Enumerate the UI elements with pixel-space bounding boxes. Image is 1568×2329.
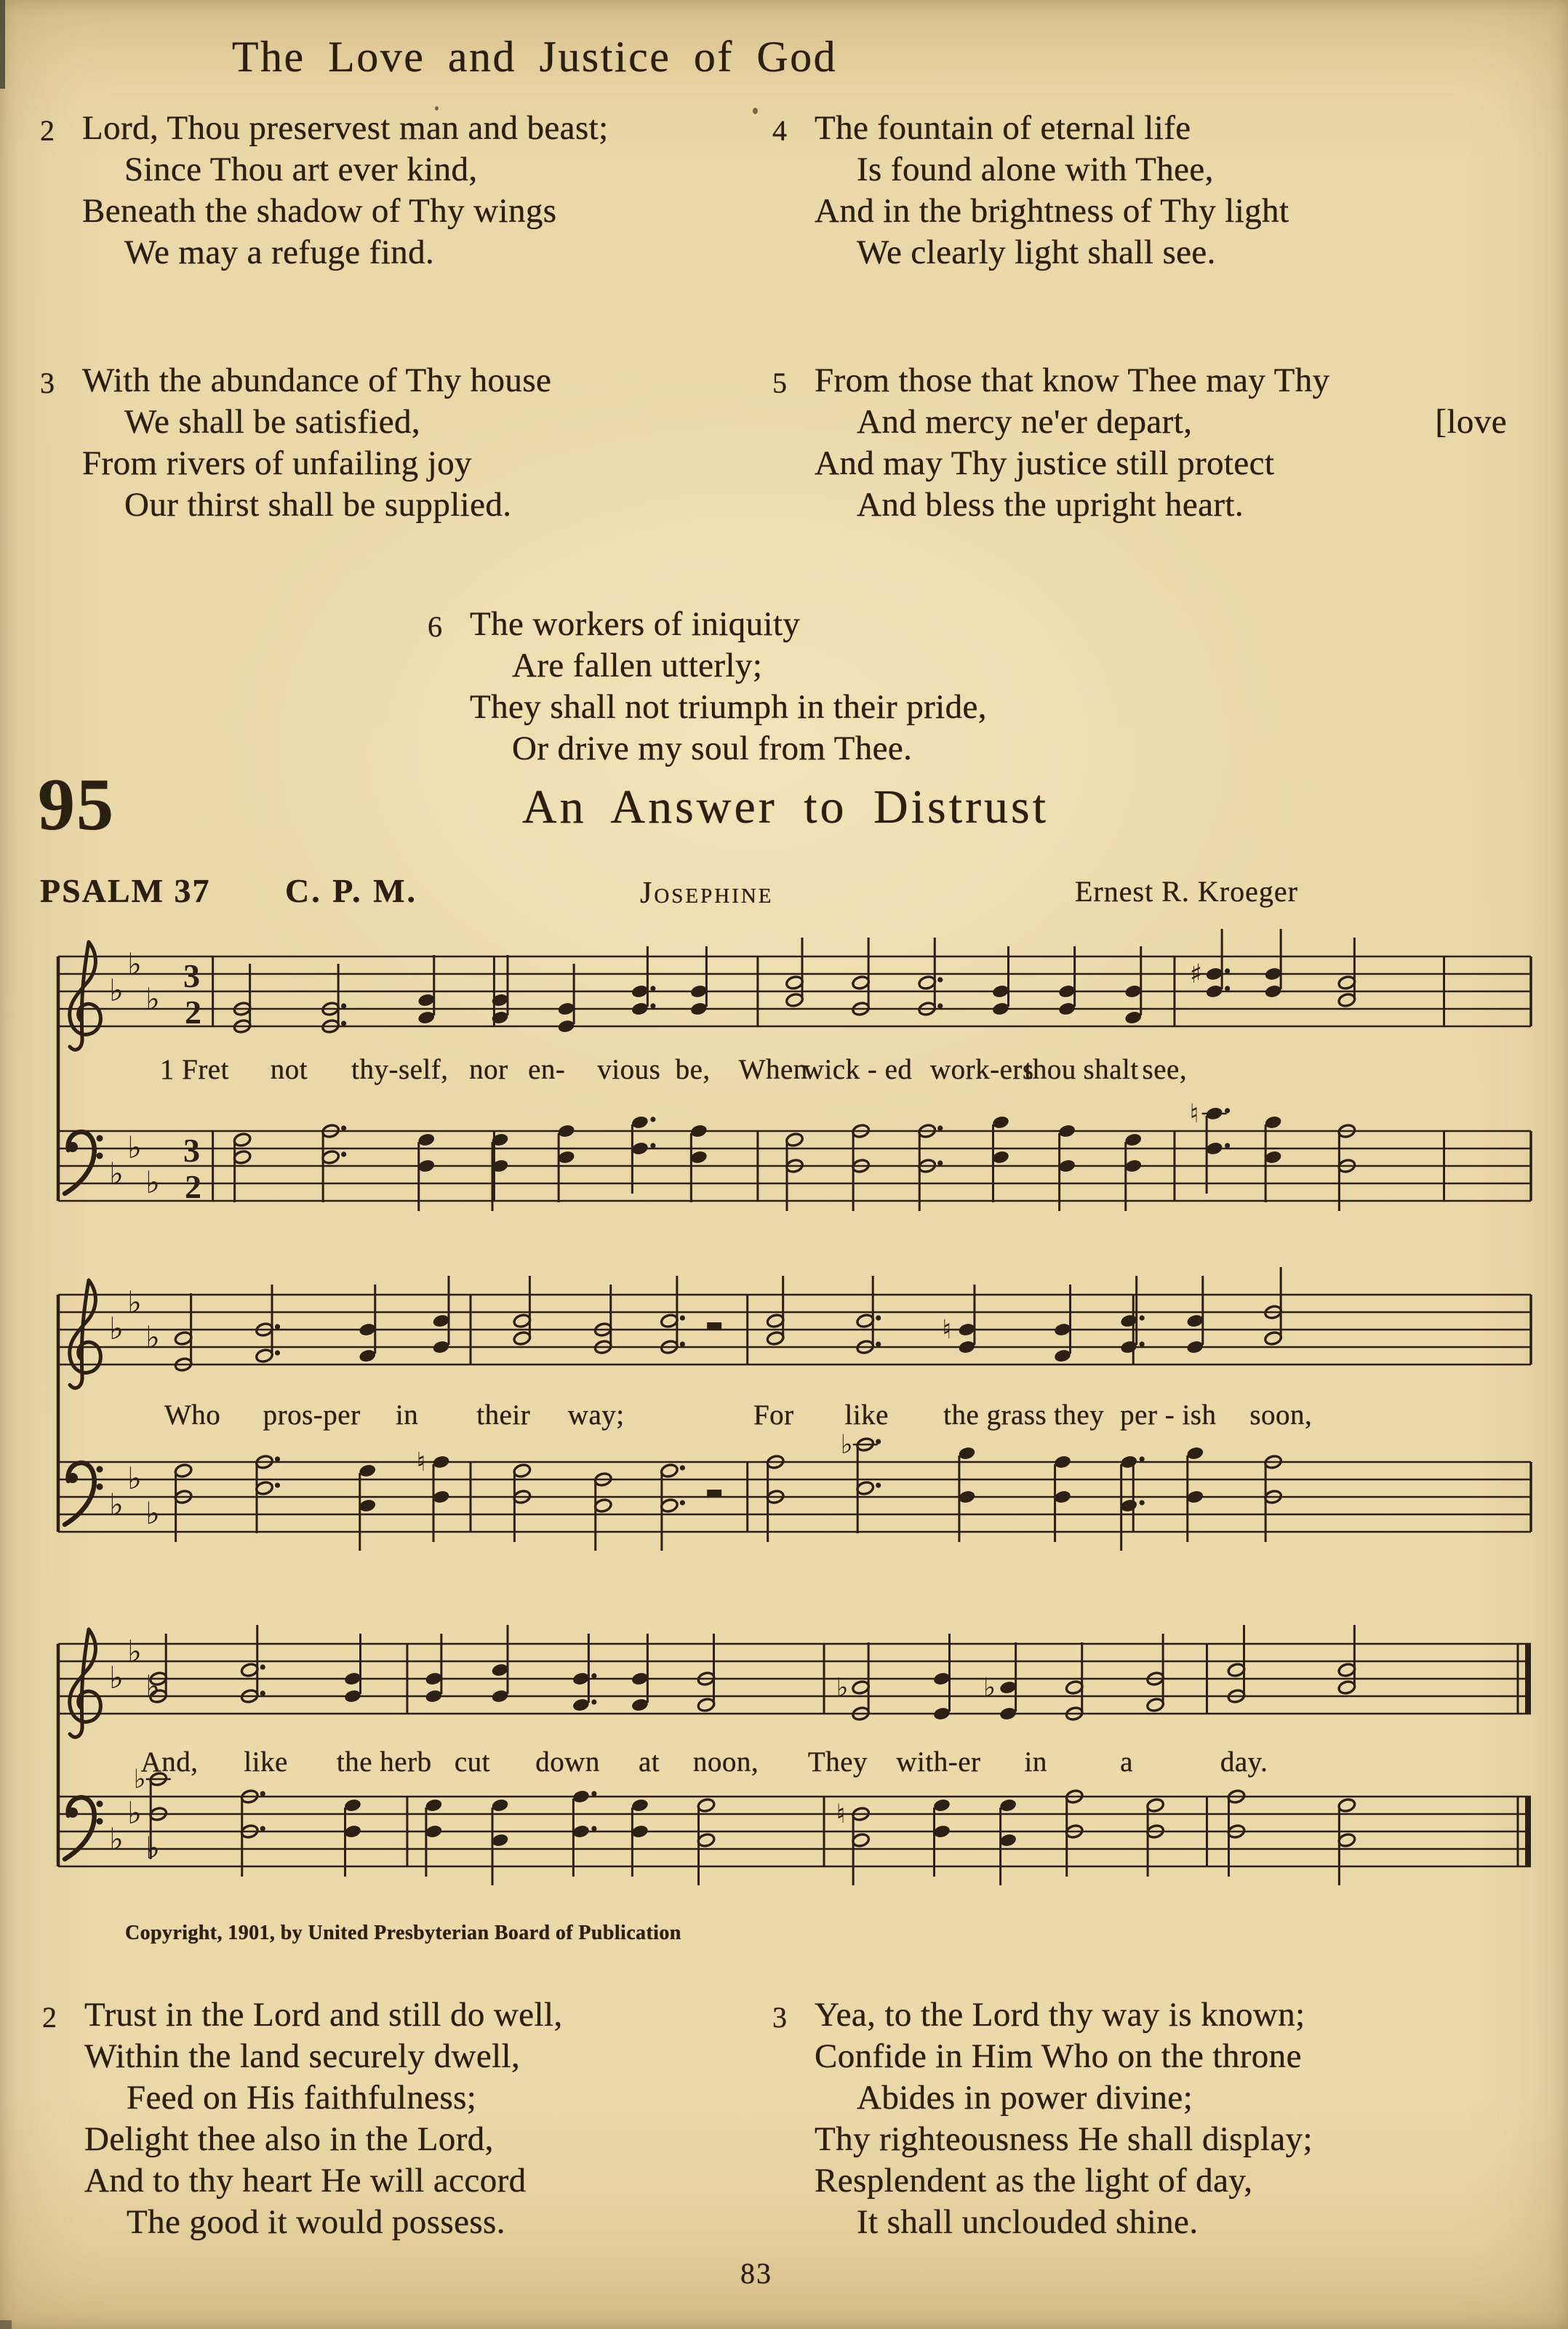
accidental: ♮	[836, 1799, 846, 1829]
accidental: ♮	[942, 1315, 952, 1345]
bottom-verse-column-right	[772, 1994, 1507, 2243]
tune-name: Josephine	[640, 876, 774, 910]
note-head	[241, 1663, 259, 1678]
note-head	[513, 1314, 531, 1329]
note-head	[932, 1706, 951, 1722]
lyric-syllable: soon,	[1249, 1399, 1313, 1431]
flat-sign: ♭	[109, 1311, 124, 1346]
time-signature-bottom: 2	[185, 1168, 201, 1205]
scan-edge-artifact	[0, 0, 5, 89]
verse-line: We shall be satisfied,	[124, 403, 421, 441]
note-head	[174, 1463, 192, 1479]
flat-sign: ♭	[127, 1634, 142, 1669]
note-head	[432, 1340, 450, 1355]
flat-sign: ♭	[127, 1285, 142, 1320]
note-head	[425, 1824, 443, 1839]
verse-line: The fountain of eternal life	[815, 109, 1191, 147]
lyric-syllable: And,	[140, 1746, 199, 1778]
note-head	[1337, 1680, 1356, 1695]
verse-line: Trust in the Lord and still do well,	[84, 1996, 563, 2034]
time-signature-top: 3	[183, 1132, 200, 1169]
note-head	[417, 1159, 436, 1174]
verse-line: Is found alone with Thee,	[857, 151, 1214, 188]
psalm-reference: PSALM 37	[40, 872, 211, 909]
verse-block-3	[40, 360, 738, 526]
half-rest	[707, 1490, 721, 1497]
flat-sign: ♭	[127, 1461, 142, 1496]
verse-block-bottom-3	[772, 1994, 1507, 2243]
note-head	[572, 1671, 590, 1687]
music-system-3	[0, 1607, 1568, 1935]
lyric-syllable: thy-self,	[351, 1054, 449, 1085]
note-head	[689, 1124, 708, 1139]
note-head	[1186, 1340, 1204, 1355]
lyric-line-2	[0, 1399, 1568, 1442]
note-head	[491, 1833, 509, 1848]
verse-line: It shall unclouded shine.	[857, 2203, 1199, 2241]
note-head	[991, 1150, 1009, 1165]
note-head	[432, 1314, 450, 1329]
note-head	[1227, 1663, 1245, 1678]
treble-clef-icon	[70, 1629, 101, 1737]
verse-line: The workers of iniquity	[470, 605, 801, 643]
note-head	[1124, 1010, 1143, 1026]
verse-line: And bless the upright heart.	[857, 486, 1244, 524]
bass-clef-icon	[65, 1797, 103, 1859]
verse-line: With the abundance of Thy house	[82, 361, 552, 399]
note-head	[417, 1132, 436, 1148]
note-head	[918, 975, 936, 991]
lyric-syllable: like	[244, 1746, 288, 1778]
verse-line: We may a refuge find.	[124, 233, 435, 271]
accidental: ♭	[983, 1673, 996, 1703]
page-number: 83	[740, 2257, 772, 2290]
note-head	[557, 1019, 575, 1034]
note-head	[557, 1150, 575, 1165]
note-head	[631, 1798, 649, 1813]
note-head	[233, 1150, 251, 1165]
verse-block-6	[428, 604, 1111, 770]
note-head	[689, 1150, 708, 1165]
flat-sign: ♭	[127, 1795, 142, 1831]
note-head	[359, 1498, 377, 1514]
verse-line	[815, 402, 1507, 443]
verse-line: Lord, Thou preservest man and beast;	[82, 109, 609, 147]
accidental: ♭	[836, 1673, 849, 1703]
lyric-syllable: pros-per	[263, 1399, 361, 1431]
note-head	[432, 1490, 450, 1505]
lyric-syllable: For	[753, 1399, 794, 1431]
note-head	[1186, 1490, 1204, 1505]
lyric-line-3	[0, 1746, 1568, 1789]
lyric-syllable: in	[1024, 1746, 1047, 1778]
note-head	[1053, 1490, 1071, 1505]
note-head	[594, 1498, 612, 1514]
note-head	[689, 984, 708, 999]
note-head	[767, 1314, 785, 1329]
note-head	[991, 984, 1009, 999]
verse-line: Yea, to the Lord thy way is known;	[815, 1996, 1305, 2034]
lyric-syllable: When	[738, 1054, 808, 1085]
verse-number: 2	[40, 114, 55, 147]
verse-column-right	[772, 108, 1507, 526]
flat-sign: ♭	[109, 972, 124, 1008]
lyric-syllable: shalt	[1083, 1054, 1139, 1085]
copyright-line: Copyright, 1901, by United Presbyterian Board of Publication	[125, 1922, 681, 1944]
scan-edge-artifact	[0, 2320, 12, 2329]
lyric-syllable: vious	[597, 1054, 661, 1085]
lyric-syllable: their	[476, 1399, 531, 1431]
note-head	[343, 1798, 361, 1813]
note-head	[852, 975, 870, 991]
note-head	[343, 1671, 361, 1687]
note-head	[1205, 1141, 1223, 1156]
note-head	[852, 1833, 870, 1848]
note-head	[557, 1124, 575, 1139]
verse-line: And in the brightness of Thy light	[815, 192, 1289, 230]
note-head	[932, 1798, 951, 1813]
lyric-line-1	[0, 1053, 1568, 1097]
note-head	[255, 1481, 273, 1496]
half-rest	[707, 1322, 721, 1330]
note-head	[1146, 1698, 1164, 1713]
composer-name: Ernest R. Kroeger	[1075, 875, 1298, 908]
flat-sign: ♭	[127, 946, 142, 982]
verse-block-5	[772, 360, 1507, 526]
verse-line: And may Thy justice still protect	[815, 444, 1275, 482]
note-head	[255, 1349, 273, 1364]
note-head	[697, 1698, 715, 1713]
lyric-syllable: the grass	[943, 1399, 1047, 1431]
time-signature-bottom: 2	[185, 994, 201, 1031]
verse-line: The good it would possess.	[127, 2203, 505, 2241]
lyric-syllable: a	[1120, 1746, 1133, 1778]
note-head	[999, 1833, 1017, 1848]
note-head	[1065, 1680, 1084, 1695]
note-head	[1053, 1349, 1071, 1364]
note-head	[631, 1698, 649, 1713]
note-head	[425, 1798, 443, 1813]
verse-line: We clearly light shall see.	[857, 233, 1216, 271]
note-head	[856, 1314, 874, 1329]
verse-line: Abides in power divine;	[857, 2079, 1193, 2117]
note-head	[1205, 1106, 1223, 1122]
verse-line: Or drive my soul from Thee.	[512, 730, 913, 767]
note-head	[660, 1463, 679, 1479]
lyric-syllable: down	[535, 1746, 600, 1778]
verse-line: They shall not triumph in their pride,	[470, 688, 987, 726]
verse-number: 2	[42, 2001, 57, 2034]
lyric-syllable: at	[639, 1746, 660, 1778]
note-head	[958, 1490, 976, 1505]
note-head	[425, 1689, 443, 1704]
flat-sign: ♭	[145, 1319, 160, 1355]
note-head	[1205, 967, 1223, 982]
note-head	[491, 1798, 509, 1813]
note-head	[321, 1150, 340, 1165]
note-head	[631, 1141, 649, 1156]
flat-sign: ♭	[109, 1156, 124, 1191]
verse-line: Are fallen utterly;	[512, 647, 763, 684]
note-head	[1186, 1314, 1204, 1329]
note-head	[1124, 1132, 1143, 1148]
note-head	[631, 1671, 649, 1687]
lyric-syllable: they	[1054, 1399, 1105, 1431]
hymn-title: An Answer to Distrust	[521, 780, 1049, 834]
lyric-syllable: en-	[528, 1054, 566, 1085]
verse-number: 3	[772, 2001, 787, 2034]
verse-line: Within the land securely dwell,	[84, 2037, 521, 2075]
note-head	[631, 984, 649, 999]
lyric-syllable: Who	[164, 1399, 221, 1431]
note-head	[1186, 1446, 1204, 1461]
note-head	[1120, 1340, 1138, 1355]
note-head	[513, 1463, 531, 1479]
note-head	[1053, 1455, 1071, 1470]
verse-line: Delight thee also in the Lord,	[84, 2120, 494, 2158]
note-head	[660, 1314, 679, 1329]
note-head	[1053, 1322, 1071, 1338]
verse-number: 5	[772, 367, 787, 399]
time-signature-top: 3	[183, 957, 200, 994]
note-head	[425, 1671, 443, 1687]
note-head	[999, 1680, 1017, 1695]
note-head	[491, 1663, 509, 1678]
verse-block-4	[772, 108, 1507, 273]
note-head	[767, 1331, 785, 1346]
note-head	[359, 1463, 377, 1479]
accidental: ♮	[416, 1447, 426, 1477]
lyric-syllable: nor	[469, 1054, 508, 1085]
section-heading: The Love and Justice of God	[231, 33, 838, 81]
note-head	[343, 1824, 361, 1839]
note-head	[1264, 1115, 1282, 1130]
note-head	[958, 1322, 976, 1338]
flat-sign: ♭	[145, 1164, 160, 1200]
note-head	[999, 1706, 1017, 1722]
note-head	[697, 1798, 715, 1813]
note-head	[856, 1481, 874, 1496]
lyric-syllable: thou	[1024, 1054, 1076, 1085]
flat-sign: ♭	[145, 1495, 160, 1531]
flat-sign: ♭	[109, 1487, 124, 1522]
note-head	[1124, 984, 1143, 999]
note-head	[1264, 1331, 1282, 1346]
note-head	[572, 1824, 590, 1839]
verse-line: Confide in Him Who on the throne	[815, 2037, 1302, 2075]
verse-line: Our thirst shall be supplied.	[124, 486, 512, 524]
bottom-verse-column-left	[42, 1994, 737, 2243]
lyric-syllable: day.	[1220, 1746, 1268, 1778]
lyric-syllable: the herb	[336, 1746, 432, 1778]
treble-clef-icon	[70, 1280, 101, 1388]
lyric-syllable: wick - ed	[803, 1054, 913, 1085]
accidental: ♮	[1189, 1099, 1199, 1129]
note-head	[1264, 1150, 1282, 1165]
flat-sign: ♭	[145, 1830, 160, 1866]
bass-clef-icon	[65, 1132, 103, 1194]
note-head	[1057, 1159, 1076, 1174]
note-head	[991, 1115, 1009, 1130]
note-head	[785, 975, 804, 991]
lyric-syllable: not	[270, 1054, 308, 1085]
note-head	[1057, 984, 1076, 999]
note-head	[958, 1446, 976, 1461]
flat-sign: ♭	[145, 981, 160, 1017]
lyric-syllable: work-ers	[929, 1054, 1034, 1085]
note-head	[697, 1833, 715, 1848]
verse-line: Thy righteousness He shall display;	[815, 2120, 1313, 2158]
note-head	[1057, 1002, 1076, 1017]
verse-number: 3	[40, 367, 55, 399]
note-head	[417, 993, 436, 1008]
note-head	[1120, 1314, 1138, 1329]
note-head	[432, 1455, 450, 1470]
note-head	[1337, 1833, 1356, 1848]
note-head	[852, 1680, 870, 1695]
lyric-syllable: see,	[1142, 1054, 1188, 1085]
lyric-syllable: noon,	[692, 1746, 759, 1778]
note-head	[1337, 1798, 1356, 1813]
lyric-syllable: 1 Fret	[159, 1054, 229, 1085]
treble-clef-icon	[70, 942, 101, 1050]
bass-clef-icon	[65, 1463, 103, 1525]
note-head	[932, 1671, 951, 1687]
flat-sign: ♭	[127, 1130, 142, 1165]
flat-sign: ♭	[109, 1821, 124, 1857]
note-head	[991, 1002, 1009, 1017]
note-head	[491, 1689, 509, 1704]
flat-sign: ♭	[145, 1669, 160, 1704]
lyric-syllable: like	[844, 1399, 889, 1431]
verse-block-bottom-2	[42, 1994, 737, 2243]
note-head	[1124, 1159, 1143, 1174]
note-head	[1337, 993, 1356, 1008]
note-head	[557, 1002, 575, 1017]
verse-number: 6	[428, 610, 442, 643]
music-system-2	[0, 1258, 1568, 1600]
verse-line: From those that know Thee may Thy	[815, 361, 1330, 399]
note-head	[660, 1498, 679, 1514]
note-head	[233, 1132, 251, 1148]
note-head	[1337, 975, 1356, 991]
flat-sign: ♭	[109, 1660, 124, 1695]
note-head	[1337, 1663, 1356, 1678]
lyric-syllable: way;	[567, 1399, 625, 1431]
verse-line-left: And mercy ne'er depart,	[857, 403, 1193, 441]
note-head	[1120, 1455, 1138, 1470]
note-head	[1146, 1798, 1164, 1813]
verse-line: Resplendent as the light of day,	[815, 2162, 1253, 2200]
verse-block-2	[40, 108, 738, 273]
accidental: ♭	[133, 1765, 146, 1794]
note-head	[631, 1002, 649, 1017]
verse-line: And to thy heart He will accord	[84, 2162, 527, 2200]
accidental: ♭	[840, 1430, 853, 1460]
note-head	[1205, 984, 1223, 999]
note-head	[785, 1132, 804, 1148]
lyric-syllable: They	[807, 1746, 868, 1778]
lyric-syllable: per - ish	[1120, 1399, 1217, 1431]
verse-column-center	[428, 604, 1111, 770]
music-system-1	[0, 902, 1568, 1244]
note-head	[1264, 984, 1282, 999]
note-head	[359, 1322, 377, 1338]
note-head	[1264, 967, 1282, 982]
lyric-syllable: cut	[454, 1746, 491, 1778]
verse-line: From rivers of unfailing joy	[82, 444, 472, 482]
note-head	[572, 1698, 590, 1713]
note-head	[417, 1010, 436, 1026]
verse-line: Beneath the shadow of Thy wings	[82, 192, 557, 230]
lyric-syllable: with-er	[896, 1746, 981, 1778]
note-head	[631, 1115, 649, 1130]
note-head	[572, 1789, 590, 1805]
note-head	[999, 1798, 1017, 1813]
verse-column-left	[40, 108, 738, 526]
note-head	[359, 1349, 377, 1364]
note-head	[631, 1824, 649, 1839]
note-head	[343, 1689, 361, 1704]
meter-label: C. P. M.	[285, 872, 418, 909]
note-head	[174, 1331, 192, 1346]
scan-speck	[753, 108, 758, 114]
verse-line: Feed on His faithfulness;	[127, 2079, 477, 2117]
lyric-syllable: be,	[675, 1054, 711, 1085]
note-head	[1120, 1498, 1138, 1514]
note-head	[958, 1340, 976, 1355]
verse-number: 4	[772, 114, 787, 147]
hymn-number: 95	[38, 764, 115, 846]
note-head	[785, 993, 804, 1008]
accidental: ♯	[1189, 959, 1203, 989]
lyric-syllable: in	[395, 1399, 419, 1431]
note-head	[513, 1331, 531, 1346]
note-head	[1057, 1124, 1076, 1139]
note-head	[689, 1002, 708, 1017]
verse-line-catchword: [love	[1435, 403, 1507, 441]
note-head	[932, 1824, 951, 1839]
verse-line: Since Thou art ever kind,	[124, 151, 478, 188]
